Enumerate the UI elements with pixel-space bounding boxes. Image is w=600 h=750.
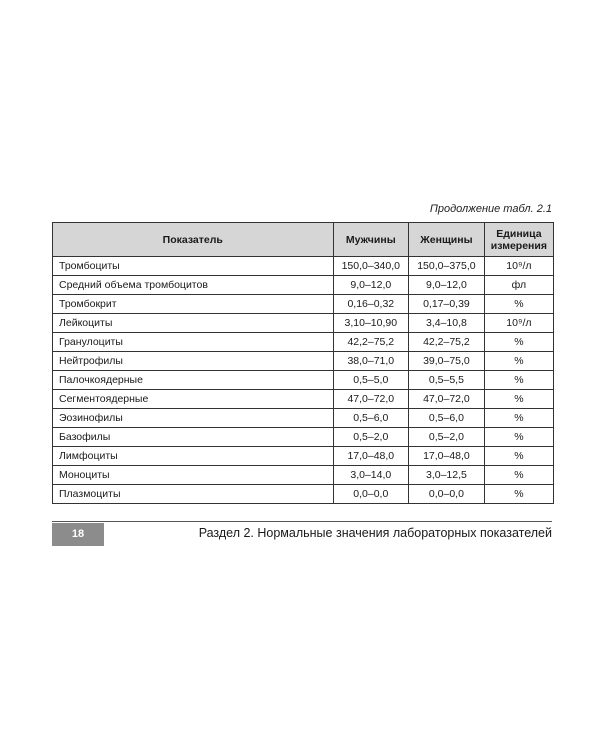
table-row — [53, 428, 554, 447]
table-body — [53, 257, 554, 504]
women-value-cell: 150,0–375,0 — [409, 257, 485, 276]
table-row — [53, 276, 554, 295]
header-men: Мужчины — [333, 223, 409, 257]
unit-cell: 10⁹/л — [484, 257, 553, 276]
women-value-cell: 0,5–5,5 — [409, 371, 485, 390]
women-value-cell: 17,0–48,0 — [409, 447, 485, 466]
header-unit-line1: Единица — [496, 227, 542, 240]
table-row — [53, 390, 554, 409]
table-row — [53, 466, 554, 485]
header-unit-line2: измерения — [490, 239, 547, 252]
unit-cell: % — [484, 428, 553, 447]
indicator-cell: Тромбоциты — [53, 257, 334, 276]
table-row — [53, 371, 554, 390]
page-number: 18 — [52, 523, 104, 546]
indicator-cell: Гранулоциты — [53, 333, 334, 352]
men-value-cell: 9,0–12,0 — [333, 276, 409, 295]
indicator-cell: Нейтрофилы — [53, 352, 334, 371]
indicator-cell: Сегментоядерные — [53, 390, 334, 409]
table-row — [53, 447, 554, 466]
footer-divider — [52, 521, 552, 522]
table-row — [53, 295, 554, 314]
women-value-cell: 42,2–75,2 — [409, 333, 485, 352]
table-header-row — [53, 223, 554, 257]
unit-cell: 10⁹/л — [484, 314, 553, 333]
women-value-cell: 9,0–12,0 — [409, 276, 485, 295]
men-value-cell: 0,0–0,0 — [333, 485, 409, 504]
table-row — [53, 257, 554, 276]
unit-cell: фл — [484, 276, 553, 295]
women-value-cell: 47,0–72,0 — [409, 390, 485, 409]
women-value-cell: 0,5–6,0 — [409, 409, 485, 428]
unit-cell: % — [484, 390, 553, 409]
men-value-cell: 17,0–48,0 — [333, 447, 409, 466]
men-value-cell: 0,5–2,0 — [333, 428, 409, 447]
unit-cell: % — [484, 295, 553, 314]
table-row — [53, 314, 554, 333]
unit-cell: % — [484, 466, 553, 485]
women-value-cell: 3,4–10,8 — [409, 314, 485, 333]
running-section-title: Раздел 2. Нормальные значения лабораторных показателей — [198, 526, 552, 540]
table-row — [53, 485, 554, 504]
unit-cell: % — [484, 352, 553, 371]
table-row — [53, 352, 554, 371]
men-value-cell: 0,5–5,0 — [333, 371, 409, 390]
reference-values-table — [52, 222, 554, 504]
indicator-cell: Палочкоядерные — [53, 371, 334, 390]
indicator-cell: Лимфоциты — [53, 447, 334, 466]
women-value-cell: 3,0–12,5 — [409, 466, 485, 485]
unit-cell: % — [484, 333, 553, 352]
indicator-cell: Средний объема тромбоцитов — [53, 276, 334, 295]
header-indicator: Показатель — [53, 223, 334, 257]
men-value-cell: 0,5–6,0 — [333, 409, 409, 428]
header-unit — [484, 223, 553, 257]
indicator-cell: Лейкоциты — [53, 314, 334, 333]
unit-cell: % — [484, 485, 553, 504]
table-row — [53, 333, 554, 352]
men-value-cell: 42,2–75,2 — [333, 333, 409, 352]
table-row — [53, 409, 554, 428]
women-value-cell: 0,5–2,0 — [409, 428, 485, 447]
indicator-cell: Тромбокрит — [53, 295, 334, 314]
table-continuation-caption: Продолжение табл. 2.1 — [429, 203, 552, 215]
header-women: Женщины — [409, 223, 485, 257]
men-value-cell: 3,0–14,0 — [333, 466, 409, 485]
table-header — [53, 223, 554, 257]
indicator-cell: Моноциты — [53, 466, 334, 485]
women-value-cell: 0,17–0,39 — [409, 295, 485, 314]
men-value-cell: 150,0–340,0 — [333, 257, 409, 276]
men-value-cell: 38,0–71,0 — [333, 352, 409, 371]
women-value-cell: 0,0–0,0 — [409, 485, 485, 504]
men-value-cell: 47,0–72,0 — [333, 390, 409, 409]
men-value-cell: 3,10–10,90 — [333, 314, 409, 333]
indicator-cell: Эозинофилы — [53, 409, 334, 428]
unit-cell: % — [484, 447, 553, 466]
men-value-cell: 0,16–0,32 — [333, 295, 409, 314]
women-value-cell: 39,0–75,0 — [409, 352, 485, 371]
indicator-cell: Плазмоциты — [53, 485, 334, 504]
unit-cell: % — [484, 409, 553, 428]
indicator-cell: Базофилы — [53, 428, 334, 447]
unit-cell: % — [484, 371, 553, 390]
